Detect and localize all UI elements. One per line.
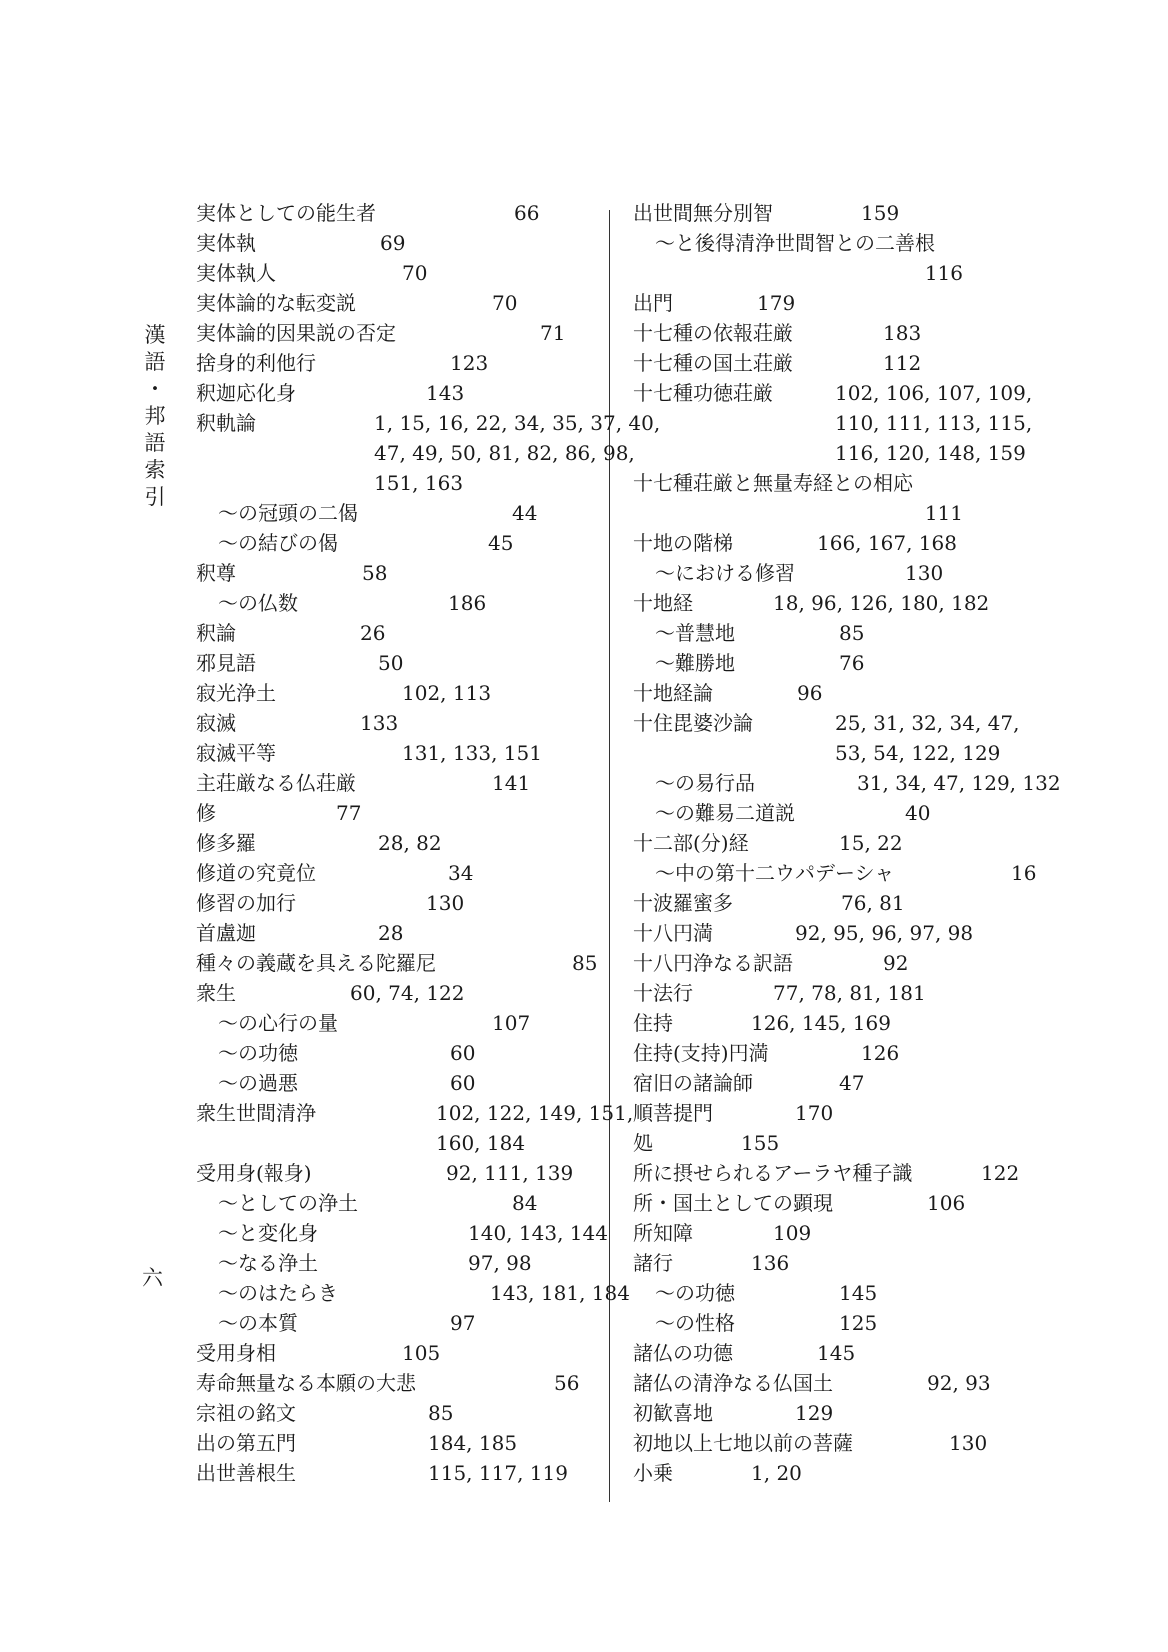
index-term: 十住毘婆沙論	[633, 711, 753, 735]
index-pages: 92, 95, 96, 97, 98	[795, 921, 974, 945]
index-term: ～難勝地	[655, 651, 735, 675]
side-title-char: 語	[144, 431, 166, 455]
index-pages: 85	[839, 621, 865, 645]
index-entry	[196, 1218, 608, 1248]
index-term: 出世間無分別智	[633, 201, 773, 225]
index-pages: 145	[839, 1281, 878, 1305]
index-entry	[196, 1428, 596, 1458]
index-term: 捨身的利他行	[196, 351, 316, 375]
index-entry	[196, 1368, 596, 1398]
index-entry	[196, 528, 596, 558]
index-term: 首盧迦	[196, 921, 256, 945]
index-term: 種々の義蔵を具える陀羅尼	[196, 951, 436, 975]
index-pages: 141	[492, 771, 531, 795]
index-term: ～普慧地	[655, 621, 735, 645]
index-entry	[196, 348, 596, 378]
index-pages: 60	[450, 1041, 476, 1065]
index-pages: 126	[861, 1041, 900, 1065]
index-entry	[196, 828, 596, 858]
index-term: ～の心行の量	[218, 1011, 338, 1035]
index-entry	[633, 588, 1033, 618]
index-entry	[633, 648, 1033, 678]
index-entry-continuation	[196, 1128, 596, 1158]
index-pages: 1, 20	[751, 1461, 802, 1485]
index-entry	[196, 978, 596, 1008]
index-term: ～なる浄土	[218, 1251, 318, 1275]
index-entry	[633, 1368, 1033, 1398]
side-title-char: 漢	[144, 323, 166, 347]
index-entry	[196, 258, 596, 288]
index-entry	[196, 1068, 596, 1098]
index-term: 実体執	[196, 231, 256, 255]
index-pages: 130	[426, 891, 465, 915]
index-term: 出の第五門	[196, 1431, 296, 1455]
index-pages: 133	[360, 711, 399, 735]
index-entry	[633, 678, 1033, 708]
index-term: ～と後得清浄世間智との二善根	[655, 231, 935, 255]
index-entry	[196, 948, 596, 978]
index-entry	[196, 708, 596, 738]
index-term: 寂滅	[196, 711, 236, 735]
index-pages: 130	[905, 561, 944, 585]
index-pages: 122	[981, 1161, 1020, 1185]
index-term: ～の功徳	[218, 1041, 298, 1065]
index-entry	[633, 1278, 1033, 1308]
index-pages: 143	[426, 381, 465, 405]
index-pages: 18, 96, 126, 180, 182	[773, 591, 990, 615]
index-pages: 159	[861, 201, 900, 225]
side-title	[142, 322, 168, 511]
index-entry-continuation	[196, 468, 596, 498]
index-term: 修多羅	[196, 831, 256, 855]
index-pages-continued: 53, 54, 122, 129	[835, 741, 1001, 765]
index-term: 処	[633, 1131, 653, 1155]
index-pages: 92, 111, 139	[446, 1161, 574, 1185]
index-entry	[196, 1038, 596, 1068]
index-pages: 115, 117, 119	[428, 1461, 568, 1485]
index-term: 実体論的因果説の否定	[196, 321, 396, 345]
index-entry	[196, 1248, 596, 1278]
index-term: 衆生世間清浄	[196, 1101, 316, 1125]
index-pages: 97	[450, 1311, 476, 1335]
index-entry	[633, 1188, 1033, 1218]
index-entry	[633, 978, 1033, 1008]
index-pages: 92	[883, 951, 909, 975]
index-term: 衆生	[196, 981, 236, 1005]
index-pages: 50	[378, 651, 404, 675]
index-entry	[633, 1308, 1033, 1338]
index-entry	[633, 1338, 1033, 1368]
index-entry	[196, 1158, 596, 1188]
index-pages: 155	[741, 1131, 780, 1155]
index-term: 所・国土としての顕現	[633, 1191, 833, 1215]
index-pages-continued: 47, 49, 50, 81, 82, 86, 98,	[374, 441, 635, 465]
index-term: 実体としての能生者	[196, 201, 376, 225]
index-term: 小乗	[633, 1461, 673, 1485]
index-pages: 60	[450, 1071, 476, 1095]
index-pages: 126, 145, 169	[751, 1011, 891, 1035]
index-pages: 70	[492, 291, 518, 315]
index-term: 出世善根生	[196, 1461, 296, 1485]
index-term: 十地の階梯	[633, 531, 733, 555]
index-entry	[633, 1248, 1033, 1278]
index-term: 諸仏の功德	[633, 1341, 733, 1365]
index-entry	[633, 798, 1033, 828]
index-pages: 31, 34, 47, 129, 132	[857, 771, 1061, 795]
index-entry	[633, 1158, 1033, 1188]
index-term: 出門	[633, 291, 673, 315]
index-pages: 125	[839, 1311, 878, 1335]
index-entry	[196, 408, 661, 438]
index-term: 受用身相	[196, 1341, 276, 1365]
index-entry-continuation	[196, 438, 635, 468]
index-term: ～の易行品	[655, 771, 755, 795]
index-term: ～の結びの偈	[218, 531, 338, 555]
index-term: ～の本質	[218, 1311, 298, 1335]
index-pages: 111	[924, 501, 963, 525]
index-entry	[196, 648, 596, 678]
index-pages: 92, 93	[927, 1371, 991, 1395]
index-term: 諸仏の清浄なる仏国土	[633, 1371, 833, 1395]
index-term: 十地経論	[633, 681, 713, 705]
index-pages: 123	[450, 351, 489, 375]
index-entry	[196, 768, 596, 798]
index-term: ～における修習	[655, 561, 795, 585]
index-entry	[633, 1038, 1033, 1068]
index-entry	[196, 1278, 630, 1308]
index-term: 釈迦応化身	[196, 381, 296, 405]
index-term: 十法行	[633, 981, 693, 1005]
index-entry	[633, 888, 1033, 918]
index-term: 邪見語	[196, 651, 256, 675]
index-term: 順菩提門	[633, 1101, 713, 1125]
index-entry	[196, 1098, 634, 1128]
index-entry	[196, 738, 596, 768]
index-entry	[633, 1128, 1033, 1158]
index-pages-continued: 116, 120, 148, 159	[835, 441, 1026, 465]
index-pages: 136	[751, 1251, 790, 1275]
index-entry	[633, 918, 1033, 948]
index-pages: 44	[512, 501, 538, 525]
index-pages: 40	[905, 801, 931, 825]
index-pages: 166, 167, 168	[817, 531, 957, 555]
index-term: 修習の加行	[196, 891, 296, 915]
index-pages: 184, 185	[428, 1431, 518, 1455]
index-pages: 116	[924, 261, 963, 285]
index-entry	[633, 1068, 1033, 1098]
index-entry	[633, 228, 1033, 258]
index-pages: 60, 74, 122	[350, 981, 465, 1005]
index-pages: 26	[360, 621, 386, 645]
index-entry-continuation	[633, 738, 1033, 768]
index-term: ～の難易二道説	[655, 801, 795, 825]
index-term: 十地経	[633, 591, 693, 615]
index-pages: 28, 82	[378, 831, 442, 855]
index-entry	[196, 228, 596, 258]
index-pages: 131, 133, 151	[402, 741, 542, 765]
index-entry	[633, 618, 1033, 648]
index-pages: 56	[554, 1371, 580, 1395]
index-pages: 85	[572, 951, 598, 975]
index-term: 十八円浄なる訳語	[633, 951, 793, 975]
index-pages: 69	[380, 231, 406, 255]
index-term: 十八円満	[633, 921, 713, 945]
index-entry	[196, 198, 596, 228]
index-term: 修道の究竟位	[196, 861, 316, 885]
index-pages: 84	[512, 1191, 538, 1215]
index-pages: 77, 78, 81, 181	[773, 981, 926, 1005]
index-pages: 1, 15, 16, 22, 34, 35, 37, 40,	[374, 411, 661, 435]
index-term: 宗祖の銘文	[196, 1401, 296, 1425]
index-term: 初歓喜地	[633, 1401, 713, 1425]
index-term: 十波羅蜜多	[633, 891, 733, 915]
index-entry	[196, 798, 596, 828]
index-pages: 45	[488, 531, 514, 555]
index-pages: 107	[492, 1011, 531, 1035]
index-entry	[196, 678, 596, 708]
index-pages: 105	[402, 1341, 441, 1365]
index-term: ～の冠頭の二偈	[218, 501, 358, 525]
index-term: 実体論的な転変説	[196, 291, 356, 315]
index-entry	[633, 828, 1033, 858]
index-entry-wrap	[633, 258, 1033, 288]
index-pages: 183	[883, 321, 922, 345]
index-entry	[633, 528, 1033, 558]
index-entry	[633, 1008, 1033, 1038]
index-term: ～の仏数	[218, 591, 298, 615]
index-term: 諸行	[633, 1251, 673, 1275]
index-term: 所知障	[633, 1221, 693, 1245]
index-pages: 112	[883, 351, 922, 375]
index-term: 釈論	[196, 621, 236, 645]
index-pages: 58	[362, 561, 388, 585]
index-pages: 130	[949, 1431, 988, 1455]
index-term: ～と変化身	[218, 1221, 318, 1245]
index-term: 寿命無量なる本願の大悲	[196, 1371, 416, 1395]
side-title-char: ・	[144, 377, 166, 401]
index-pages: 143, 181, 184	[490, 1281, 630, 1305]
side-title-char: 索	[144, 458, 166, 482]
index-pages: 102, 122, 149, 151,	[436, 1101, 634, 1125]
index-term: 実体執人	[196, 261, 276, 285]
index-entry-continuation	[633, 438, 1033, 468]
index-entry-continuation	[633, 408, 1033, 438]
index-term: 住持(支持)円満	[633, 1041, 769, 1065]
index-pages: 71	[540, 321, 566, 345]
index-pages: 25, 31, 32, 34, 47,	[835, 711, 1020, 735]
index-entry-wrap	[633, 498, 1033, 528]
index-term: 十二部(分)経	[633, 831, 749, 855]
index-pages: 76, 81	[841, 891, 905, 915]
index-entry	[633, 1458, 1033, 1488]
index-entry	[196, 1398, 596, 1428]
index-pages: 102, 106, 107, 109,	[835, 381, 1033, 405]
index-term: 十七種功徳荘厳	[633, 381, 773, 405]
index-entry	[196, 378, 596, 408]
index-term: 寂光浄土	[196, 681, 276, 705]
index-entry	[633, 858, 1037, 888]
index-entry	[633, 948, 1033, 978]
index-entry	[196, 888, 596, 918]
index-entry	[633, 348, 1033, 378]
index-entry	[633, 1098, 1033, 1128]
index-pages-continued: 110, 111, 113, 115,	[835, 411, 1033, 435]
index-entry	[633, 558, 1033, 588]
index-entry	[633, 1398, 1033, 1428]
index-pages: 70	[402, 261, 428, 285]
index-pages: 170	[795, 1101, 834, 1125]
index-term: 釈尊	[196, 561, 236, 585]
index-entry	[196, 1338, 596, 1368]
index-term: ～としての浄土	[218, 1191, 358, 1215]
index-entry	[196, 288, 596, 318]
index-term: 受用身(報身)	[196, 1161, 312, 1185]
index-term: 十七種の依報荘厳	[633, 321, 793, 345]
index-entry	[196, 1008, 596, 1038]
index-entry	[196, 618, 596, 648]
index-pages: 34	[448, 861, 474, 885]
index-term: ～の過悪	[218, 1071, 298, 1095]
index-entry	[633, 198, 1033, 228]
index-term: 主荘厳なる仏荘厳	[196, 771, 356, 795]
index-term: 宿旧の諸論師	[633, 1071, 753, 1095]
index-pages: 145	[817, 1341, 856, 1365]
index-term: 初地以上七地以前の菩薩	[633, 1431, 853, 1455]
side-title-char: 語	[144, 350, 166, 374]
index-entry	[196, 1458, 596, 1488]
side-title-char: 邦	[144, 404, 166, 428]
column-divider	[609, 210, 610, 1502]
index-pages: 76	[839, 651, 865, 675]
index-term: 所に摂せられるアーラヤ種子識	[633, 1161, 913, 1185]
index-pages: 129	[795, 1401, 834, 1425]
index-pages: 15, 22	[839, 831, 903, 855]
index-pages: 179	[757, 291, 796, 315]
index-entry	[196, 588, 596, 618]
index-term: ～のはたらき	[218, 1281, 338, 1305]
index-entry	[196, 498, 596, 528]
index-column-right	[633, 198, 1061, 1488]
index-entry	[633, 318, 1033, 348]
index-term: 修	[196, 801, 216, 825]
index-entry	[196, 1308, 596, 1338]
index-entry	[633, 468, 1033, 498]
index-term: ～の功徳	[655, 1281, 735, 1305]
index-pages: 28	[378, 921, 404, 945]
index-entry	[196, 558, 596, 588]
side-title-char: 引	[144, 485, 166, 509]
index-term: ～の性格	[655, 1311, 735, 1335]
index-term: ～中の第十二ウパデーシャ	[655, 861, 895, 885]
index-term: 釈軌論	[196, 411, 256, 435]
index-pages: 97, 98	[468, 1251, 532, 1275]
index-entry	[633, 288, 1033, 318]
index-term: 寂滅平等	[196, 741, 276, 765]
index-entry	[633, 1218, 1033, 1248]
index-pages-continued: 160, 184	[436, 1131, 526, 1155]
index-term: 住持	[633, 1011, 673, 1035]
index-pages: 109	[773, 1221, 812, 1245]
index-pages: 16	[1011, 861, 1037, 885]
index-entry	[633, 768, 1061, 798]
index-pages: 140, 143, 144	[468, 1221, 608, 1245]
index-entry	[196, 1188, 596, 1218]
index-pages: 102, 113	[402, 681, 492, 705]
index-entry	[196, 318, 596, 348]
index-pages: 77	[336, 801, 362, 825]
index-pages: 96	[797, 681, 823, 705]
index-entry	[633, 1428, 1033, 1458]
index-entry	[633, 708, 1033, 738]
index-pages: 47	[839, 1071, 865, 1095]
index-entry	[196, 858, 596, 888]
index-pages-continued: 151, 163	[374, 471, 464, 495]
index-pages: 106	[927, 1191, 966, 1215]
index-entry	[196, 918, 596, 948]
page-number: 六	[142, 1266, 163, 1290]
index-pages: 85	[428, 1401, 454, 1425]
index-pages: 186	[448, 591, 487, 615]
index-pages: 66	[514, 201, 540, 225]
index-entry	[633, 378, 1033, 408]
index-term: 十七種の国土荘厳	[633, 351, 793, 375]
index-term: 十七種荘厳と無量寿経との相応	[633, 471, 913, 495]
